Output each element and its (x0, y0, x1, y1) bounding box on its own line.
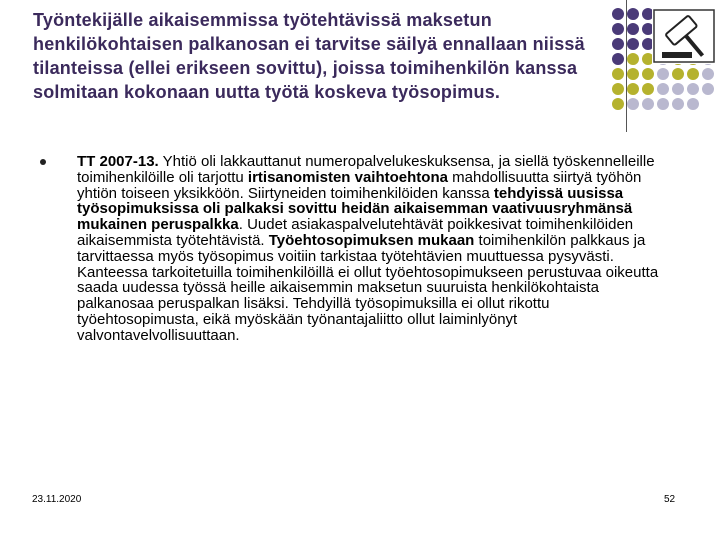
decorative-dot (627, 38, 639, 50)
decorative-dot (687, 83, 699, 95)
bullet-bold-segment: Työehtosopimuksen mukaan (268, 231, 475, 249)
decorative-dot (627, 53, 639, 65)
decorative-dot (612, 53, 624, 65)
decorative-dot (612, 38, 624, 50)
decorative-dot (642, 83, 654, 95)
gavel-icon (652, 8, 720, 65)
bullet-text-segment: mahdollisuutta siirtyä työhön yhtiön toiseen yksikköön. Siirtyneiden toimihenkilöiden kanssa (77, 168, 642, 202)
slide-title: Työntekijälle aikaisemmissa työtehtävissä maksetun henkilökohtaisen palkanosan ei tarvitse säilyä ennallaan niissä tilanteissa (ellei erikseen sovittu), joissa toimihenkilön kanssa solmitaan kokonaan uutta työtä koskeva työsopimus. (33, 10, 585, 102)
decorative-dot (642, 68, 654, 80)
decorative-dot (627, 98, 639, 110)
decorative-dot (672, 98, 684, 110)
bullet-list (40, 154, 680, 344)
decorative-dot (657, 83, 669, 95)
decorative-dot (657, 68, 669, 80)
bullet-bold-segment: tehdyissä uusissa työsopimuksissa oli palkaksi sovittu heidän aikaisemman vaativuusryhmänsä mukainen peruspalkka (77, 184, 633, 234)
bullet-bold-segment: TT 2007-13. (77, 153, 159, 170)
bullet-bold-segment: irtisanomisten vaihtoehtona (247, 168, 448, 186)
bullet-item-text (77, 154, 667, 344)
decorative-dot (687, 98, 699, 110)
decorative-dot (702, 83, 714, 95)
decorative-dot (672, 83, 684, 95)
bullet-marker (40, 159, 46, 165)
decorative-dot (612, 8, 624, 20)
decorative-dot-grid (612, 8, 720, 118)
decorative-dot (702, 68, 714, 80)
decorative-dot (612, 98, 624, 110)
bullet-text-segment: Yhtiö oli lakkauttanut numeropalvelukeskuksensa, ja siellä työskennelleille toimihenkilöille oli tarjottu (77, 153, 655, 186)
decorative-dot (627, 83, 639, 95)
decorative-dot (612, 83, 624, 95)
decorative-dot (657, 98, 669, 110)
footer-date: 23.11.2020 (32, 494, 82, 505)
decorative-dot (627, 23, 639, 35)
decorative-dot (612, 23, 624, 35)
decorative-dot (627, 8, 639, 20)
bullet-text-segment: . Uudet asiakaspalvelutehtävät poikkesivat toimihenkilöiden aikaisemmista työtehtävistä. (77, 216, 634, 249)
footer-page-number: 52 (664, 494, 676, 505)
decorative-dot (687, 68, 699, 80)
decorative-dot (642, 98, 654, 110)
decorative-dot (627, 68, 639, 80)
bullet-text-segment: toimihenkilön palkkaus ja tarvittaessa myös työsopimus voitiin tarkistaa työtehtävien muuttuessa pysyvästi. Kanteessa tarkoitetuilla toimihenkilöillä ei ollut työehtosopimukseen perustuvaa oikeutta saada uudessa työssä heille aikaisemmin maksetun suuruista henkilökohtaista palkanosaa peruspalkan lisäksi. Tehdyillä työsopimuksilla ei ollut rikottu työehtosopimusta, eikä myöskään työnantajaliitto ollut laiminlyönyt valvontavelvollisuuttaan. (77, 231, 659, 344)
decorative-dot (672, 68, 684, 80)
decorative-dot (612, 68, 624, 80)
